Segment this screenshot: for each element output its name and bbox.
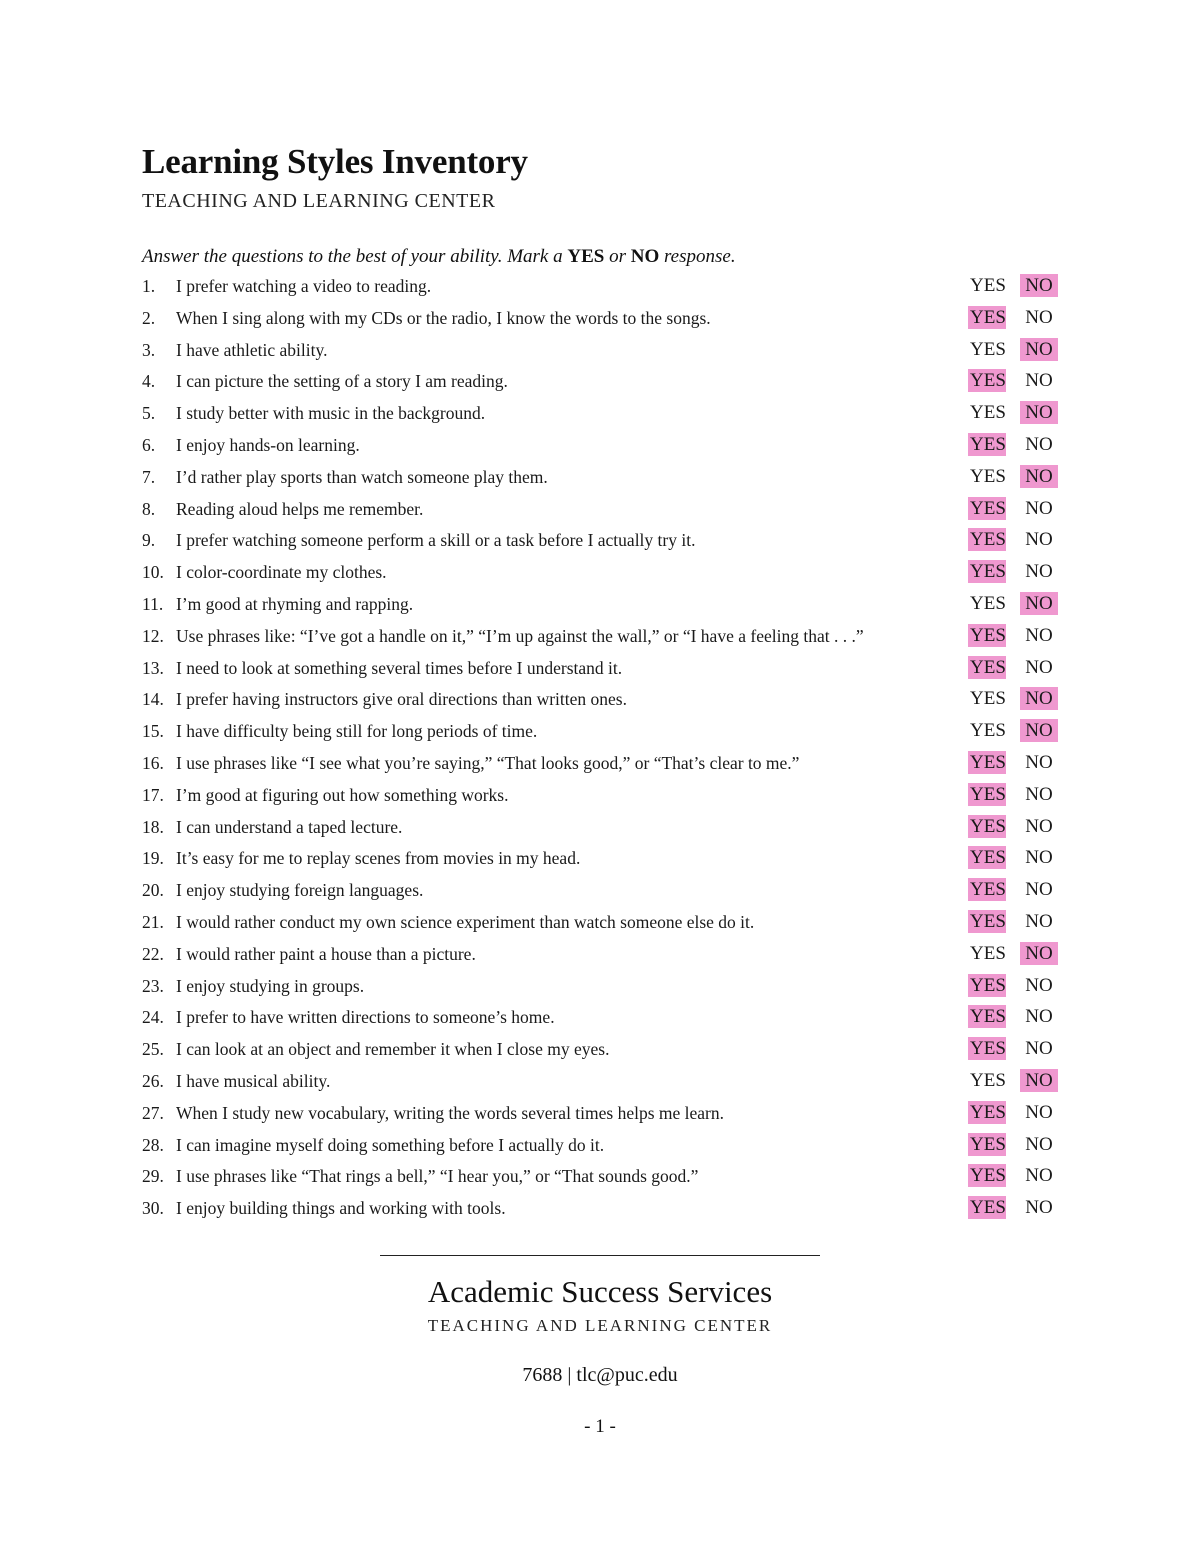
answer-yes[interactable]: YES bbox=[970, 720, 1006, 742]
question-text: I use phrases like “That rings a bell,” “I hear you,” or “That sounds good.” bbox=[176, 1166, 699, 1187]
question-number: 14. bbox=[142, 689, 164, 710]
footer-divider bbox=[380, 1255, 820, 1256]
question-row bbox=[142, 588, 1062, 619]
question-text: I can understand a taped lecture. bbox=[176, 816, 403, 837]
answer-yes[interactable]: YES bbox=[970, 624, 1006, 646]
question-text: I can picture the setting of a story I am reading. bbox=[176, 371, 508, 392]
question-text: I enjoy studying in groups. bbox=[176, 975, 365, 996]
question-row bbox=[142, 938, 1062, 969]
answer-no[interactable]: NO bbox=[1025, 1006, 1053, 1028]
answer-no[interactable]: NO bbox=[1020, 338, 1058, 361]
question-number: 3. bbox=[142, 339, 156, 360]
answer-no[interactable]: NO bbox=[1025, 370, 1053, 392]
question-number: 9. bbox=[142, 530, 156, 551]
question-text: I prefer watching someone perform a skill or a task before I actually try it. bbox=[176, 530, 696, 551]
question-number: 4. bbox=[142, 371, 156, 392]
answer-no[interactable]: NO bbox=[1020, 687, 1058, 710]
question-text: I have difficulty being still for long periods of time. bbox=[176, 721, 538, 742]
answer-no[interactable]: NO bbox=[1025, 1101, 1053, 1123]
question-text: I have musical ability. bbox=[176, 1071, 331, 1091]
instructions-text-1: Answer the questions to the best of your ability. Mark a bbox=[142, 246, 568, 267]
answer-no[interactable]: NO bbox=[1025, 847, 1053, 869]
question-row bbox=[142, 874, 1062, 905]
question-row bbox=[142, 683, 1062, 714]
question-text: When I sing along with my CDs or the radio, I know the words to the songs. bbox=[176, 307, 711, 328]
question-number: 29. bbox=[142, 1166, 164, 1187]
answer-yes[interactable]: YES bbox=[970, 1070, 1006, 1091]
instructions-no: NO bbox=[630, 246, 660, 267]
footer-department: TEACHING AND LEARNING CENTER bbox=[427, 1316, 773, 1335]
question-text: I would rather conduct my own science experiment than watch someone else do it. bbox=[176, 912, 755, 932]
question-row bbox=[142, 270, 1062, 301]
question-row bbox=[142, 1097, 1062, 1128]
answer-yes[interactable]: YES bbox=[970, 497, 1006, 519]
footer-organization: Academic Success Services bbox=[427, 1274, 773, 1309]
answer-no[interactable]: NO bbox=[1020, 592, 1058, 615]
answer-yes[interactable]: YES bbox=[970, 561, 1006, 583]
instructions-text-2: or bbox=[604, 246, 631, 267]
answer-yes[interactable]: YES bbox=[970, 1133, 1006, 1155]
answer-yes[interactable]: YES bbox=[970, 847, 1006, 869]
answer-no[interactable]: NO bbox=[1025, 624, 1053, 646]
answer-yes[interactable]: YES bbox=[970, 974, 1006, 996]
question-number: 28. bbox=[142, 1134, 164, 1155]
answer-yes[interactable]: YES bbox=[970, 911, 1006, 932]
question-text: I’m good at figuring out how something works. bbox=[176, 784, 509, 805]
question-text: It’s easy for me to replay scenes from movies in my head. bbox=[176, 848, 581, 869]
answer-no[interactable]: NO bbox=[1020, 1069, 1058, 1092]
question-number: 2. bbox=[142, 307, 156, 328]
question-text: Use phrases like: “I’ve got a handle on it,” “I’m up against the wall,” or “I have a feeling that . . .” bbox=[176, 625, 864, 646]
question-text: I have athletic ability. bbox=[176, 339, 328, 360]
question-text: I can look at an object and remember it when I close my eyes. bbox=[176, 1039, 610, 1060]
page-subtitle: TEACHING AND LEARNING CENTER bbox=[142, 190, 496, 212]
question-number: 17. bbox=[142, 784, 164, 805]
answer-no[interactable]: NO bbox=[1025, 497, 1053, 519]
answer-no[interactable]: NO bbox=[1025, 879, 1053, 901]
question-number: 15. bbox=[142, 721, 164, 742]
question-text: Reading aloud helps me remember. bbox=[176, 498, 424, 519]
question-row bbox=[142, 1160, 1062, 1191]
question-row bbox=[142, 779, 1062, 810]
answer-no[interactable]: NO bbox=[1025, 1197, 1053, 1219]
answer-no[interactable]: NO bbox=[1025, 529, 1053, 551]
question-row bbox=[142, 556, 1062, 587]
question-number: 18. bbox=[142, 816, 164, 837]
question-row bbox=[142, 620, 1062, 651]
question-row bbox=[142, 811, 1062, 842]
question-number: 26. bbox=[142, 1071, 164, 1091]
question-text: I prefer to have written directions to someone’s home. bbox=[176, 1007, 555, 1028]
page-number: - 1 - bbox=[584, 1416, 616, 1437]
question-number: 7. bbox=[142, 466, 156, 487]
question-row bbox=[142, 652, 1062, 683]
answer-no[interactable]: NO bbox=[1025, 1133, 1053, 1155]
question-number: 10. bbox=[142, 562, 164, 583]
question-number: 12. bbox=[142, 625, 164, 646]
answer-yes[interactable]: YES bbox=[970, 942, 1006, 964]
question-number: 30. bbox=[142, 1198, 164, 1219]
instructions bbox=[142, 246, 736, 268]
question-text: I’d rather play sports than watch someone play them. bbox=[176, 466, 548, 487]
question-text: I enjoy hands-on learning. bbox=[176, 435, 360, 455]
answer-yes[interactable]: YES bbox=[970, 465, 1006, 487]
question-row bbox=[142, 429, 1062, 460]
question-number: 5. bbox=[142, 403, 156, 424]
question-row bbox=[142, 970, 1062, 1001]
answer-no[interactable]: NO bbox=[1020, 401, 1058, 424]
answer-yes[interactable]: YES bbox=[970, 1165, 1006, 1187]
answer-yes[interactable]: YES bbox=[970, 752, 1006, 773]
question-text: I study better with music in the background. bbox=[176, 403, 486, 424]
question-text: I enjoy building things and working with tools. bbox=[176, 1198, 506, 1219]
question-row bbox=[142, 1192, 1062, 1223]
answer-yes[interactable]: YES bbox=[970, 306, 1006, 328]
question-number: 25. bbox=[142, 1039, 164, 1060]
answer-yes[interactable]: YES bbox=[970, 815, 1006, 837]
question-text: I can imagine myself doing something before I actually do it. bbox=[176, 1134, 605, 1155]
question-number: 6. bbox=[142, 435, 156, 455]
question-row bbox=[142, 1001, 1062, 1032]
answer-yes[interactable]: YES bbox=[970, 656, 1006, 678]
question-row bbox=[142, 461, 1062, 492]
answer-no[interactable]: NO bbox=[1025, 911, 1053, 932]
question-row bbox=[142, 906, 1062, 937]
answer-yes[interactable]: YES bbox=[970, 434, 1006, 455]
answer-yes[interactable]: YES bbox=[970, 529, 1006, 551]
answer-no[interactable]: NO bbox=[1025, 752, 1053, 773]
answer-no[interactable]: NO bbox=[1025, 306, 1053, 328]
question-number: 11. bbox=[142, 594, 164, 614]
answer-no[interactable]: NO bbox=[1025, 783, 1053, 805]
answer-yes[interactable]: YES bbox=[970, 688, 1006, 710]
question-row bbox=[142, 302, 1062, 333]
question-text: I prefer watching a video to reading. bbox=[176, 276, 432, 296]
question-text: I prefer having instructors give oral directions than written ones. bbox=[176, 689, 627, 710]
answer-no[interactable]: NO bbox=[1025, 1165, 1053, 1187]
question-number: 23. bbox=[142, 975, 164, 996]
question-number: 22. bbox=[142, 943, 164, 964]
question-row bbox=[142, 1129, 1062, 1160]
answer-no[interactable]: NO bbox=[1025, 974, 1053, 996]
question-row bbox=[142, 334, 1062, 365]
question-text: When I study new vocabulary, writing the words several times helps me learn. bbox=[176, 1102, 725, 1123]
answer-no[interactable]: NO bbox=[1025, 434, 1053, 455]
answer-yes[interactable]: YES bbox=[970, 275, 1006, 296]
answer-no[interactable]: NO bbox=[1020, 942, 1058, 965]
question-text: I need to look at something several times before I understand it. bbox=[176, 657, 623, 678]
question-row bbox=[142, 747, 1062, 778]
answer-no[interactable]: NO bbox=[1025, 1038, 1053, 1060]
instructions-text-3: response. bbox=[659, 246, 736, 267]
question-row bbox=[142, 1033, 1062, 1064]
answer-yes[interactable]: YES bbox=[970, 783, 1006, 805]
answer-no[interactable]: NO bbox=[1025, 561, 1053, 583]
question-number: 8. bbox=[142, 498, 156, 519]
question-number: 19. bbox=[142, 848, 164, 869]
footer-contact: 7688 | tlc@puc.edu bbox=[522, 1364, 678, 1386]
answer-yes[interactable]: YES bbox=[970, 1006, 1006, 1028]
answer-yes[interactable]: YES bbox=[970, 402, 1006, 424]
answer-no[interactable]: NO bbox=[1020, 719, 1058, 742]
question-number: 21. bbox=[142, 912, 164, 932]
answer-no[interactable]: NO bbox=[1020, 274, 1058, 297]
question-row bbox=[142, 524, 1062, 555]
question-text: I enjoy studying foreign languages. bbox=[176, 880, 424, 901]
question-row bbox=[142, 842, 1062, 873]
question-text: I would rather paint a house than a picture. bbox=[176, 943, 476, 964]
answer-no[interactable]: NO bbox=[1025, 656, 1053, 678]
question-number: 24. bbox=[142, 1007, 164, 1028]
question-number: 13. bbox=[142, 657, 164, 678]
question-row bbox=[142, 397, 1062, 428]
question-number: 16. bbox=[142, 753, 164, 773]
page-title: Learning Styles Inventory bbox=[142, 142, 528, 181]
answer-yes[interactable]: YES bbox=[970, 1038, 1006, 1060]
question-row bbox=[142, 493, 1062, 524]
instructions-yes: YES bbox=[567, 246, 605, 267]
answer-no[interactable]: NO bbox=[1025, 815, 1053, 837]
question-text: I use phrases like “I see what you’re saying,” “That looks good,” or “That’s clear to me.” bbox=[176, 753, 800, 773]
question-row bbox=[142, 715, 1062, 746]
answer-yes[interactable]: YES bbox=[970, 1197, 1006, 1219]
question-text: I color-coordinate my clothes. bbox=[176, 562, 387, 583]
answer-yes[interactable]: YES bbox=[970, 879, 1006, 901]
question-text: I’m good at rhyming and rapping. bbox=[176, 594, 414, 614]
question-number: 20. bbox=[142, 880, 164, 901]
question-row bbox=[142, 365, 1062, 396]
question-number: 1. bbox=[142, 276, 156, 296]
question-row bbox=[142, 1065, 1062, 1096]
answer-yes[interactable]: YES bbox=[970, 593, 1006, 614]
answer-no[interactable]: NO bbox=[1020, 465, 1058, 488]
answer-yes[interactable]: YES bbox=[970, 338, 1006, 360]
question-number: 27. bbox=[142, 1102, 164, 1123]
answer-yes[interactable]: YES bbox=[970, 1101, 1006, 1123]
answer-yes[interactable]: YES bbox=[970, 370, 1006, 392]
